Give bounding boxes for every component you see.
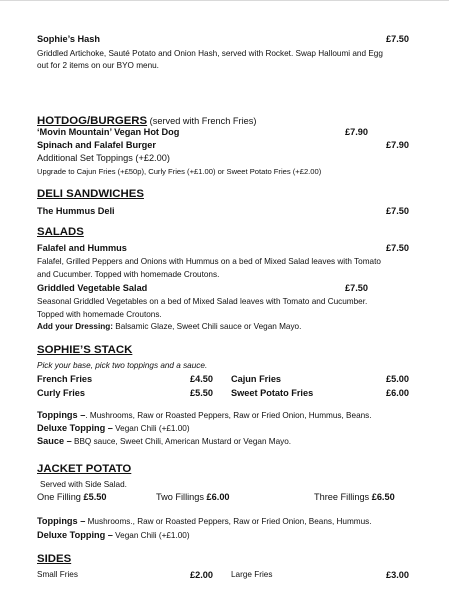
stack-sauce-text: BBQ sauce, Sweet Chili, American Mustard or Vegan Mayo. xyxy=(71,437,292,446)
stack-deluxe-row xyxy=(37,423,190,433)
salads-heading: SALADS xyxy=(37,226,84,238)
hotdogs-heading: HOTDOG/BURGERS xyxy=(37,115,148,127)
jacket-deluxe-label: Deluxe Topping – xyxy=(37,530,113,540)
jacket-two-price: £6.00 xyxy=(206,492,230,502)
jacket-two-label: Two Fillings xyxy=(156,492,207,502)
stack-base-price: £6.00 xyxy=(386,388,409,398)
sides-heading: SIDES xyxy=(37,553,72,565)
jacket-deluxe-row xyxy=(37,530,190,540)
deli-heading: DELI SANDWICHES xyxy=(37,188,144,200)
burger-item-name: Spinach and Falafel Burger xyxy=(37,140,156,150)
jacket-toppings-text: Mushrooms., Raw or Roasted Peppers, Raw or Fried Onion, Beans, Hummus. xyxy=(85,517,372,526)
stack-deluxe-label: Deluxe Topping – xyxy=(37,423,113,433)
stack-deluxe-text: Vegan Chili (+£1.00) xyxy=(112,424,190,433)
top-divider xyxy=(0,0,449,1)
griddled-desc-2: Topped with homemade Croutons. xyxy=(37,310,162,319)
hotdogs-toppings: Additional Set Toppings (+£2.00) xyxy=(37,153,170,163)
stack-base-name: Sweet Potato Fries xyxy=(231,388,314,398)
side-item-price: £3.00 xyxy=(386,570,409,580)
stack-base-name: French Fries xyxy=(37,374,93,384)
hotdog-item-price: £7.90 xyxy=(345,127,368,137)
jacket-deluxe-text: Vegan Chili (+£1.00) xyxy=(112,531,190,540)
jacket-toppings-label: Toppings – xyxy=(37,516,86,526)
hash-desc-2: out for 2 items on our BYO menu. xyxy=(37,61,159,70)
side-item-price: £2.00 xyxy=(190,570,213,580)
griddled-price: £7.50 xyxy=(345,283,368,293)
jacket-one-filling xyxy=(37,492,106,502)
stack-toppings-row xyxy=(37,410,372,420)
stack-base-name: Curly Fries xyxy=(37,388,85,398)
stack-intro: Pick your base, pick two toppings and a sauce. xyxy=(37,361,208,370)
dressing-label: Add your Dressing: xyxy=(37,322,113,331)
stack-toppings-label: Toppings – xyxy=(37,410,86,420)
griddled-desc-1: Seasonal Griddled Vegetables on a bed of Mixed Salad leaves with Tomato and Cucumber. xyxy=(37,297,368,306)
stack-base-price: £4.50 xyxy=(190,374,213,384)
jacket-one-price: £5.50 xyxy=(83,492,107,502)
falafel-desc-2: and Cucumber. Topped with homemade Croutons. xyxy=(37,270,220,279)
jacket-toppings-row xyxy=(37,516,372,526)
jacket-three-label: Three Fillings xyxy=(314,492,372,502)
stack-toppings-text: . Mushrooms, Raw or Roasted Peppers, Raw or Fried Onion, Hummus, Beans. xyxy=(85,411,372,420)
stack-sauce-row xyxy=(37,436,291,446)
jacket-one-label: One Filling xyxy=(37,492,84,502)
hash-desc-1: Griddled Artichoke, Sauté Potato and Onion Hash, served with Rocket. Swap Halloumi and Egg xyxy=(37,49,383,58)
dressing-options: Balsamic Glaze, Sweet Chili sauce or Vegan Mayo. xyxy=(112,322,302,331)
jacket-three-price: £6.50 xyxy=(371,492,395,502)
side-item-name: Large Fries xyxy=(231,570,273,579)
stack-heading: SOPHIE’S STACK xyxy=(37,344,133,356)
hotdogs-upgrade: Upgrade to Cajun Fries (+£50p), Curly Fries (+£1.00) or Sweet Potato Fries (+£2.00) xyxy=(37,167,322,176)
griddled-name: Griddled Vegetable Salad xyxy=(37,283,148,293)
side-item-name: Small Fries xyxy=(37,570,78,579)
hotdogs-note: (served with French Fries) xyxy=(147,116,257,126)
stack-base-price: £5.00 xyxy=(386,374,409,384)
jacket-two-fillings xyxy=(156,492,230,502)
hotdog-item-name: ‘Movin Mountain’ Vegan Hot Dog xyxy=(37,127,180,137)
burger-item-price: £7.90 xyxy=(386,140,409,150)
jacket-three-fillings xyxy=(314,492,395,502)
stack-sauce-label: Sauce – xyxy=(37,436,72,446)
deli-item-price: £7.50 xyxy=(386,206,409,216)
deli-item-name: The Hummus Deli xyxy=(37,206,115,216)
falafel-price: £7.50 xyxy=(386,243,409,253)
hash-name: Sophie’s Hash xyxy=(37,34,100,44)
dressing-row xyxy=(37,322,301,331)
hash-price: £7.50 xyxy=(386,34,409,44)
jacket-served: Served with Side Salad. xyxy=(40,480,127,489)
falafel-desc-1: Falafel, Grilled Peppers and Onions with Hummus on a bed of Mixed Salad leaves with Tomato xyxy=(37,257,381,266)
jacket-heading: JACKET POTATO xyxy=(37,463,132,475)
stack-base-name: Cajun Fries xyxy=(231,374,282,384)
stack-base-price: £5.50 xyxy=(190,388,213,398)
falafel-name: Falafel and Hummus xyxy=(37,243,127,253)
